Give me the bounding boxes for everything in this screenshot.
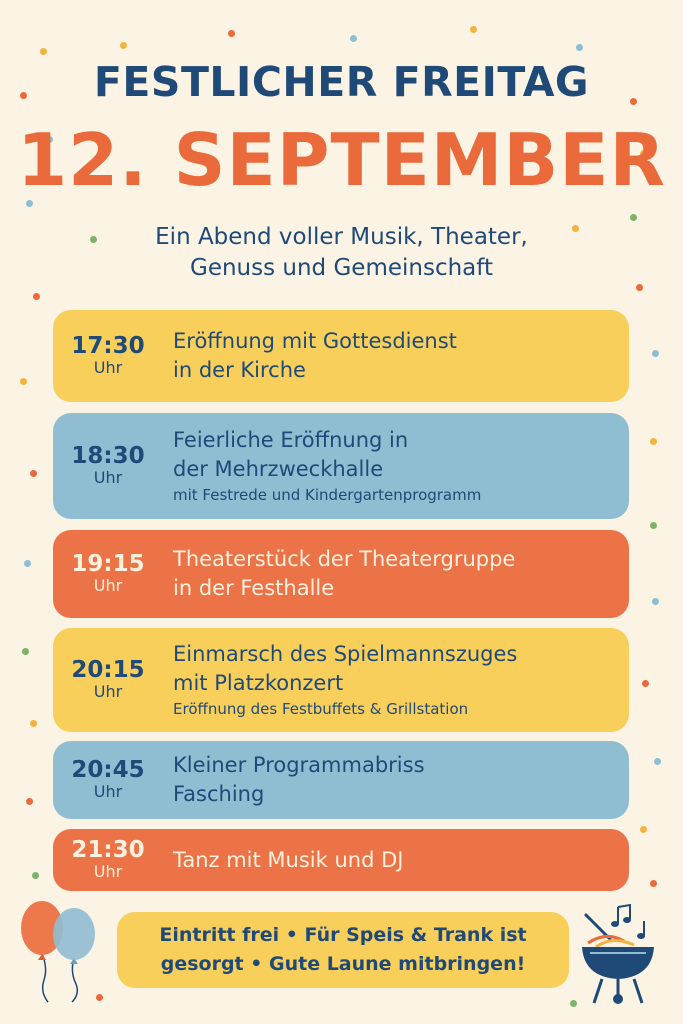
event-date: 12. SEPTEMBER <box>17 118 666 202</box>
event-title-line-1: Feierliche Eröffnung in <box>173 428 409 452</box>
confetti-dot <box>650 438 657 445</box>
confetti-dot <box>570 1000 577 1007</box>
grill-icon <box>578 903 658 1008</box>
confetti-dot <box>470 26 477 33</box>
event-time-unit: Uhr <box>93 782 123 801</box>
confetti-dot <box>652 598 659 605</box>
event-title-line-2: mit Platzkonzert <box>173 671 344 695</box>
event-time <box>53 838 163 882</box>
confetti-dot <box>636 284 643 291</box>
event-time <box>53 758 163 802</box>
schedule-item <box>53 530 629 618</box>
event-title-line-2: Fasching <box>173 782 265 806</box>
footer-line-2: gesorgt • Gute Laune mitbringen! <box>160 953 526 975</box>
event-time-value: 21:30 <box>71 837 145 863</box>
confetti-dot <box>650 522 657 529</box>
event-title-line-1: Einmarsch des Spielmannszuges <box>173 642 518 666</box>
schedule-item <box>53 310 629 402</box>
event-time-unit: Uhr <box>93 576 123 595</box>
event-time <box>53 444 163 488</box>
event-title-line-1: Theaterstück der Theatergruppe <box>173 547 516 571</box>
event-note: Eröffnung des Festbuffets & Grillstation <box>173 700 469 718</box>
event-details <box>163 751 425 809</box>
event-details <box>163 545 515 603</box>
confetti-dot <box>20 378 27 385</box>
schedule-item <box>53 413 629 519</box>
schedule-item <box>53 741 629 819</box>
event-time-value: 19:15 <box>71 551 145 577</box>
event-note: mit Festrede und Kindergartenprogramm <box>173 486 482 504</box>
confetti-dot <box>120 42 127 49</box>
event-title-line-2: in der Festhalle <box>173 576 335 600</box>
confetti-dot <box>32 872 39 879</box>
event-title-line-1: Kleiner Programmabriss <box>173 753 425 777</box>
subtitle-line-2: Genuss und Gemeinschaft <box>190 255 493 281</box>
footer-banner <box>117 912 569 988</box>
event-details <box>163 426 481 506</box>
confetti-dot <box>40 48 47 55</box>
confetti-dot <box>630 214 637 221</box>
confetti-dot <box>30 470 37 477</box>
event-time <box>53 334 163 378</box>
event-time <box>53 552 163 596</box>
confetti-dot <box>30 720 37 727</box>
event-title-line-1: Eröffnung mit Gottesdienst <box>173 329 457 353</box>
page-title: FESTLICHER FREITAG <box>93 58 590 106</box>
event-time-unit: Uhr <box>93 862 123 881</box>
footer-line-1: Eintritt frei • Für Speis & Trank ist <box>159 924 527 946</box>
event-time-value: 17:30 <box>71 333 145 359</box>
subtitle-line-1: Ein Abend voller Musik, Theater, <box>155 224 528 250</box>
confetti-dot <box>350 35 357 42</box>
event-details <box>163 327 457 385</box>
confetti-dot <box>652 350 659 357</box>
schedule-item <box>53 628 629 732</box>
event-title-line-2: der Mehrzweckhalle <box>173 457 384 481</box>
confetti-dot <box>654 758 661 765</box>
event-title-line-2: in der Kirche <box>173 358 306 382</box>
event-title-line-1: Tanz mit Musik und DJ <box>173 847 404 872</box>
event-time-unit: Uhr <box>93 682 123 701</box>
event-time-value: 18:30 <box>71 443 145 469</box>
event-details <box>163 846 403 875</box>
confetti-dot <box>642 680 649 687</box>
footer-text <box>143 921 543 979</box>
music-notes-icon <box>611 905 645 939</box>
confetti-dot <box>26 798 33 805</box>
event-details <box>163 640 517 720</box>
balloons-icon <box>12 896 112 1004</box>
confetti-dot <box>24 560 31 567</box>
event-time-unit: Uhr <box>93 358 123 377</box>
confetti-dot <box>640 826 647 833</box>
confetti-dot <box>576 44 583 51</box>
confetti-dot <box>33 293 40 300</box>
schedule-item <box>53 829 629 891</box>
event-time <box>53 658 163 702</box>
confetti-dot <box>228 30 235 37</box>
event-time-unit: Uhr <box>93 468 123 487</box>
confetti-dot <box>22 648 29 655</box>
confetti-dot <box>650 880 657 887</box>
event-time-value: 20:45 <box>71 757 145 783</box>
event-time-value: 20:15 <box>71 657 145 683</box>
page-subtitle <box>0 222 683 284</box>
